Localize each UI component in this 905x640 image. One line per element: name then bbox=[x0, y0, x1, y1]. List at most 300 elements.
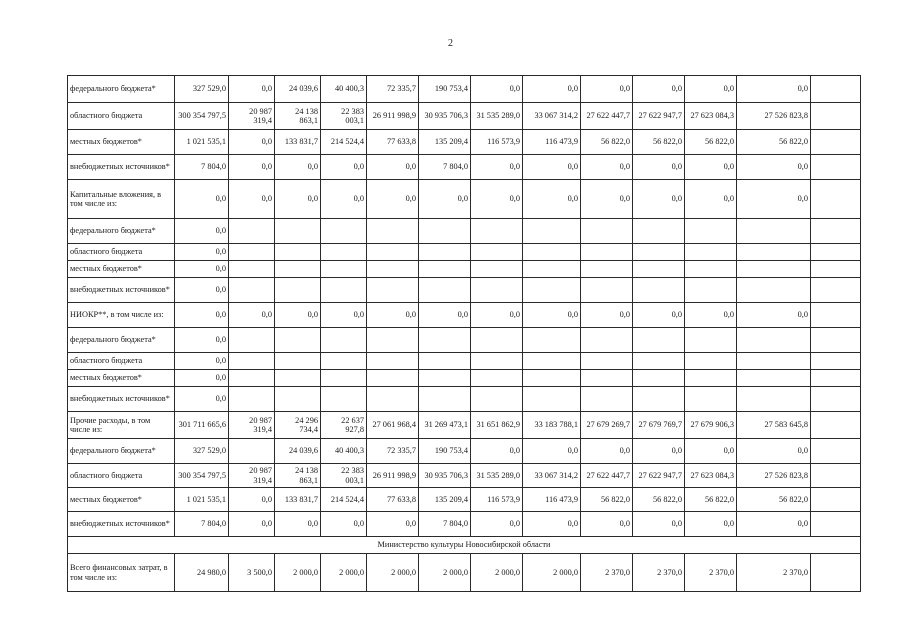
table-cell: 0,0 bbox=[685, 303, 737, 328]
row-label: Прочие расходы, в том числе из: bbox=[68, 412, 175, 439]
table-cell bbox=[811, 278, 861, 303]
table-cell: 0,0 bbox=[419, 303, 471, 328]
table-cell bbox=[471, 353, 523, 370]
table-cell: 24 980,0 bbox=[175, 554, 229, 592]
table-cell: 20 987 319,4 bbox=[229, 464, 275, 488]
row-label: внебюджетных источников* bbox=[68, 278, 175, 303]
table-cell bbox=[737, 244, 811, 261]
table-cell: 0,0 bbox=[229, 303, 275, 328]
table-cell: 0,0 bbox=[229, 512, 275, 537]
table-cell: 0,0 bbox=[229, 155, 275, 180]
table-cell bbox=[737, 278, 811, 303]
section-title: Министерство культуры Новосибирской области bbox=[68, 537, 861, 554]
table-cell bbox=[419, 244, 471, 261]
table-cell: 0,0 bbox=[367, 155, 419, 180]
table-cell: 0,0 bbox=[471, 76, 523, 103]
table-cell bbox=[471, 387, 523, 412]
table-cell bbox=[321, 261, 367, 278]
table-cell: 56 822,0 bbox=[633, 488, 685, 512]
table-cell bbox=[685, 261, 737, 278]
row-label: внебюджетных источников* bbox=[68, 512, 175, 537]
table-cell: 2 000,0 bbox=[419, 554, 471, 592]
table-cell: 0,0 bbox=[175, 278, 229, 303]
table-cell: 116 573,9 bbox=[471, 488, 523, 512]
table-cell: 0,0 bbox=[737, 439, 811, 464]
table-cell: 27 679 906,3 bbox=[685, 412, 737, 439]
table-cell bbox=[419, 278, 471, 303]
table-cell: 31 535 289,0 bbox=[471, 103, 523, 130]
table-cell bbox=[811, 244, 861, 261]
table-cell: 0,0 bbox=[367, 512, 419, 537]
table-cell bbox=[633, 387, 685, 412]
table-cell: 7 804,0 bbox=[419, 155, 471, 180]
table-cell: 3 500,0 bbox=[229, 554, 275, 592]
table-cell: 0,0 bbox=[523, 439, 581, 464]
table-cell bbox=[321, 370, 367, 387]
table-cell: 40 400,3 bbox=[321, 76, 367, 103]
table-cell bbox=[523, 370, 581, 387]
table-cell: 27 623 084,3 bbox=[685, 464, 737, 488]
table-cell: 26 911 998,9 bbox=[367, 464, 419, 488]
row-label: НИОКР**, в том числе из: bbox=[68, 303, 175, 328]
table-cell: 0,0 bbox=[471, 439, 523, 464]
table-cell: 22 383 003,1 bbox=[321, 103, 367, 130]
table-cell: 0,0 bbox=[275, 180, 321, 219]
table-cell bbox=[737, 353, 811, 370]
table-cell: 135 209,4 bbox=[419, 488, 471, 512]
row-label: местных бюджетов* bbox=[68, 261, 175, 278]
table-cell: 0,0 bbox=[275, 512, 321, 537]
table-cell: 0,0 bbox=[737, 155, 811, 180]
table-cell bbox=[523, 261, 581, 278]
table-cell: 22 383 003,1 bbox=[321, 464, 367, 488]
table-cell: 135 209,4 bbox=[419, 130, 471, 155]
row-label: местных бюджетов* bbox=[68, 130, 175, 155]
table-row bbox=[68, 370, 861, 387]
table-row bbox=[68, 554, 861, 592]
table-row bbox=[68, 439, 861, 464]
table-cell bbox=[811, 303, 861, 328]
table-row bbox=[68, 488, 861, 512]
table-cell: 300 354 797,5 bbox=[175, 103, 229, 130]
table-cell: 116 573,9 bbox=[471, 130, 523, 155]
table-cell: 2 370,0 bbox=[685, 554, 737, 592]
table-cell bbox=[523, 219, 581, 244]
table-cell: 2 000,0 bbox=[471, 554, 523, 592]
table-cell: 2 370,0 bbox=[737, 554, 811, 592]
table-cell bbox=[321, 244, 367, 261]
table-cell: 56 822,0 bbox=[737, 488, 811, 512]
table-cell: 0,0 bbox=[275, 303, 321, 328]
table-cell bbox=[811, 328, 861, 353]
table-cell: 301 711 665,6 bbox=[175, 412, 229, 439]
table-cell bbox=[523, 278, 581, 303]
table-row bbox=[68, 353, 861, 370]
table-cell bbox=[523, 387, 581, 412]
table-cell bbox=[811, 439, 861, 464]
table-cell: 0,0 bbox=[685, 512, 737, 537]
table-cell bbox=[685, 328, 737, 353]
table-cell bbox=[275, 244, 321, 261]
table-cell bbox=[811, 76, 861, 103]
table-cell: 0,0 bbox=[581, 303, 633, 328]
table-cell bbox=[811, 353, 861, 370]
table-cell bbox=[229, 278, 275, 303]
row-label: областного бюджета bbox=[68, 464, 175, 488]
table-cell: 0,0 bbox=[581, 155, 633, 180]
table-cell: 26 911 998,9 bbox=[367, 103, 419, 130]
table-cell: 0,0 bbox=[321, 155, 367, 180]
row-label: внебюджетных источников* bbox=[68, 155, 175, 180]
table-cell: 0,0 bbox=[523, 512, 581, 537]
table-cell bbox=[229, 439, 275, 464]
table-row bbox=[68, 219, 861, 244]
table-cell bbox=[811, 412, 861, 439]
table-cell bbox=[229, 328, 275, 353]
table-cell bbox=[581, 278, 633, 303]
table-cell bbox=[275, 387, 321, 412]
table-cell bbox=[581, 219, 633, 244]
table-cell: 31 651 862,9 bbox=[471, 412, 523, 439]
row-label: местных бюджетов* bbox=[68, 488, 175, 512]
table-cell bbox=[811, 464, 861, 488]
table-cell bbox=[811, 180, 861, 219]
table-cell: 56 822,0 bbox=[581, 130, 633, 155]
table-row bbox=[68, 244, 861, 261]
table-row bbox=[68, 278, 861, 303]
table-cell: 0,0 bbox=[633, 303, 685, 328]
table-cell bbox=[685, 244, 737, 261]
table-cell bbox=[737, 328, 811, 353]
table-cell bbox=[471, 261, 523, 278]
table-cell: 0,0 bbox=[633, 155, 685, 180]
table-cell: 0,0 bbox=[633, 76, 685, 103]
table-cell bbox=[471, 328, 523, 353]
row-label: Всего финансовых затрат, в том числе из: bbox=[68, 554, 175, 592]
table-cell bbox=[581, 370, 633, 387]
table-row bbox=[68, 328, 861, 353]
table-cell: 2 370,0 bbox=[581, 554, 633, 592]
table-cell: 31 269 473,1 bbox=[419, 412, 471, 439]
table-cell: 7 804,0 bbox=[175, 155, 229, 180]
table-cell bbox=[633, 244, 685, 261]
table-cell: 116 473,9 bbox=[523, 130, 581, 155]
table-cell bbox=[685, 278, 737, 303]
table-cell bbox=[471, 278, 523, 303]
table-cell: 0,0 bbox=[581, 512, 633, 537]
table-cell: 0,0 bbox=[633, 180, 685, 219]
table-cell bbox=[229, 261, 275, 278]
table-cell: 0,0 bbox=[523, 180, 581, 219]
table-cell: 20 987 319,4 bbox=[229, 103, 275, 130]
table-cell: 0,0 bbox=[367, 180, 419, 219]
table-cell bbox=[367, 278, 419, 303]
table-cell bbox=[811, 155, 861, 180]
table-cell: 24 138 863,1 bbox=[275, 103, 321, 130]
table-cell bbox=[685, 219, 737, 244]
table-cell: 0,0 bbox=[175, 328, 229, 353]
table-cell: 2 000,0 bbox=[367, 554, 419, 592]
table-cell bbox=[471, 244, 523, 261]
table-cell bbox=[367, 387, 419, 412]
table-cell: 24 296 734,4 bbox=[275, 412, 321, 439]
table-row bbox=[68, 155, 861, 180]
table-cell bbox=[229, 387, 275, 412]
table-cell: 214 524,4 bbox=[321, 488, 367, 512]
table-cell: 0,0 bbox=[633, 512, 685, 537]
table-cell bbox=[321, 328, 367, 353]
table-cell: 190 753,4 bbox=[419, 439, 471, 464]
table-cell bbox=[275, 219, 321, 244]
table-cell: 27 622 947,7 bbox=[633, 103, 685, 130]
table-cell bbox=[685, 370, 737, 387]
table-cell: 27 583 645,8 bbox=[737, 412, 811, 439]
table-cell: 190 753,4 bbox=[419, 76, 471, 103]
page-number: 2 bbox=[448, 38, 453, 49]
table-cell bbox=[321, 278, 367, 303]
table-cell: 27 526 823,8 bbox=[737, 103, 811, 130]
table-cell: 0,0 bbox=[471, 303, 523, 328]
table-cell bbox=[419, 370, 471, 387]
table-cell: 0,0 bbox=[685, 155, 737, 180]
table-cell: 7 804,0 bbox=[175, 512, 229, 537]
table-cell: 0,0 bbox=[523, 155, 581, 180]
table-cell: 33 067 314,2 bbox=[523, 464, 581, 488]
table-cell: 0,0 bbox=[737, 76, 811, 103]
table-cell: 56 822,0 bbox=[685, 488, 737, 512]
table-cell bbox=[523, 353, 581, 370]
row-label: местных бюджетов* bbox=[68, 370, 175, 387]
table-row bbox=[68, 76, 861, 103]
table-cell: 30 935 706,3 bbox=[419, 464, 471, 488]
table-cell: 33 067 314,2 bbox=[523, 103, 581, 130]
table-cell: 0,0 bbox=[175, 244, 229, 261]
table-cell: 0,0 bbox=[175, 219, 229, 244]
table-cell: 0,0 bbox=[175, 180, 229, 219]
table-cell: 77 633,8 bbox=[367, 130, 419, 155]
table-cell: 0,0 bbox=[175, 370, 229, 387]
table-cell: 0,0 bbox=[229, 180, 275, 219]
table-cell: 2 370,0 bbox=[633, 554, 685, 592]
table-cell bbox=[581, 328, 633, 353]
table-cell bbox=[737, 370, 811, 387]
row-label: федерального бюджета* bbox=[68, 76, 175, 103]
table-cell: 0,0 bbox=[685, 180, 737, 219]
table-cell: 56 822,0 bbox=[581, 488, 633, 512]
table-cell bbox=[811, 130, 861, 155]
table-cell bbox=[471, 370, 523, 387]
table-cell bbox=[419, 387, 471, 412]
table-cell: 0,0 bbox=[737, 512, 811, 537]
row-label: областного бюджета bbox=[68, 103, 175, 130]
table-cell: 133 831,7 bbox=[275, 488, 321, 512]
table-cell: 0,0 bbox=[523, 76, 581, 103]
table-cell: 27 622 447,7 bbox=[581, 464, 633, 488]
table-cell bbox=[229, 244, 275, 261]
table-cell: 0,0 bbox=[523, 303, 581, 328]
table-cell: 0,0 bbox=[229, 130, 275, 155]
table-cell: 0,0 bbox=[737, 303, 811, 328]
row-label: областного бюджета bbox=[68, 353, 175, 370]
table-cell: 0,0 bbox=[581, 76, 633, 103]
table-cell: 22 637 927,8 bbox=[321, 412, 367, 439]
row-label: внебюджетных источников* bbox=[68, 387, 175, 412]
table-cell: 56 822,0 bbox=[633, 130, 685, 155]
table-row bbox=[68, 261, 861, 278]
table-cell: 72 335,7 bbox=[367, 76, 419, 103]
table-cell: 300 354 797,5 bbox=[175, 464, 229, 488]
budget-table bbox=[67, 75, 861, 592]
table-cell bbox=[633, 261, 685, 278]
table-cell bbox=[685, 353, 737, 370]
table-cell: 27 061 968,4 bbox=[367, 412, 419, 439]
table-cell bbox=[523, 328, 581, 353]
table-cell bbox=[367, 353, 419, 370]
table-cell bbox=[811, 219, 861, 244]
table-cell: 0,0 bbox=[229, 488, 275, 512]
table-cell bbox=[811, 488, 861, 512]
table-cell bbox=[633, 353, 685, 370]
table-cell bbox=[367, 219, 419, 244]
table-cell: 0,0 bbox=[685, 76, 737, 103]
table-cell bbox=[229, 370, 275, 387]
table-cell: 0,0 bbox=[321, 180, 367, 219]
table-cell: 0,0 bbox=[419, 180, 471, 219]
table-row bbox=[68, 303, 861, 328]
table-cell: 0,0 bbox=[175, 353, 229, 370]
table-cell bbox=[367, 328, 419, 353]
table-cell: 72 335,7 bbox=[367, 439, 419, 464]
row-label: областного бюджета bbox=[68, 244, 175, 261]
table-row bbox=[68, 180, 861, 219]
table-cell bbox=[275, 328, 321, 353]
table-cell: 40 400,3 bbox=[321, 439, 367, 464]
table-cell bbox=[633, 278, 685, 303]
table-cell: 0,0 bbox=[633, 439, 685, 464]
table-cell: 2 000,0 bbox=[523, 554, 581, 592]
table-cell: 1 021 535,1 bbox=[175, 130, 229, 155]
table-row bbox=[68, 103, 861, 130]
table-cell bbox=[811, 554, 861, 592]
table-cell: 214 524,4 bbox=[321, 130, 367, 155]
table-cell bbox=[419, 328, 471, 353]
table-cell: 2 000,0 bbox=[321, 554, 367, 592]
table-row bbox=[68, 412, 861, 439]
table-cell bbox=[367, 370, 419, 387]
table-cell bbox=[275, 370, 321, 387]
table-cell: 7 804,0 bbox=[419, 512, 471, 537]
table-cell bbox=[367, 244, 419, 261]
table-cell bbox=[581, 244, 633, 261]
table-cell: 0,0 bbox=[175, 261, 229, 278]
table-cell: 0,0 bbox=[471, 512, 523, 537]
table-cell: 0,0 bbox=[275, 155, 321, 180]
table-cell bbox=[419, 261, 471, 278]
table-cell bbox=[581, 353, 633, 370]
table-cell: 0,0 bbox=[229, 76, 275, 103]
table-cell: 0,0 bbox=[175, 387, 229, 412]
table-cell: 20 987 319,4 bbox=[229, 412, 275, 439]
table-cell bbox=[811, 103, 861, 130]
table-cell: 133 831,7 bbox=[275, 130, 321, 155]
table-cell: 56 822,0 bbox=[737, 130, 811, 155]
table-cell bbox=[275, 261, 321, 278]
table-cell: 24 039,6 bbox=[275, 439, 321, 464]
table-cell bbox=[419, 353, 471, 370]
table-cell: 116 473,9 bbox=[523, 488, 581, 512]
table-cell: 0,0 bbox=[175, 303, 229, 328]
table-cell bbox=[275, 353, 321, 370]
table-cell bbox=[811, 370, 861, 387]
table-row bbox=[68, 387, 861, 412]
table-cell bbox=[523, 244, 581, 261]
table-cell bbox=[633, 370, 685, 387]
row-label: федерального бюджета* bbox=[68, 219, 175, 244]
table-cell bbox=[685, 387, 737, 412]
table-cell bbox=[581, 387, 633, 412]
table-cell bbox=[321, 353, 367, 370]
table-cell bbox=[811, 512, 861, 537]
table-cell: 27 622 447,7 bbox=[581, 103, 633, 130]
row-label: федерального бюджета* bbox=[68, 439, 175, 464]
table-cell: 31 535 289,0 bbox=[471, 464, 523, 488]
table-cell: 0,0 bbox=[471, 180, 523, 219]
table-cell: 24 138 863,1 bbox=[275, 464, 321, 488]
table-cell bbox=[737, 387, 811, 412]
table-cell bbox=[581, 261, 633, 278]
table-cell: 327 529,0 bbox=[175, 76, 229, 103]
table-cell: 27 679 769,7 bbox=[633, 412, 685, 439]
table-cell: 0,0 bbox=[321, 512, 367, 537]
section-header-row bbox=[68, 537, 861, 554]
table-cell: 327 529,0 bbox=[175, 439, 229, 464]
table-cell: 2 000,0 bbox=[275, 554, 321, 592]
table-cell bbox=[419, 219, 471, 244]
table-cell: 27 679 269,7 bbox=[581, 412, 633, 439]
table-cell: 0,0 bbox=[471, 155, 523, 180]
table-cell: 1 021 535,1 bbox=[175, 488, 229, 512]
table-cell: 0,0 bbox=[581, 180, 633, 219]
table-cell bbox=[737, 261, 811, 278]
table-cell: 77 633,8 bbox=[367, 488, 419, 512]
table-cell: 27 526 823,8 bbox=[737, 464, 811, 488]
table-cell bbox=[321, 387, 367, 412]
table-cell: 0,0 bbox=[737, 180, 811, 219]
table-cell bbox=[633, 219, 685, 244]
table-cell: 24 039,6 bbox=[275, 76, 321, 103]
table-cell: 30 935 706,3 bbox=[419, 103, 471, 130]
table-cell bbox=[367, 261, 419, 278]
table-cell bbox=[229, 219, 275, 244]
table-cell bbox=[811, 261, 861, 278]
table-row bbox=[68, 130, 861, 155]
table-row bbox=[68, 512, 861, 537]
row-label: федерального бюджета* bbox=[68, 328, 175, 353]
table-cell: 56 822,0 bbox=[685, 130, 737, 155]
row-label: Капитальные вложения, в том числе из: bbox=[68, 180, 175, 219]
table-cell bbox=[633, 328, 685, 353]
table-cell: 33 183 788,1 bbox=[523, 412, 581, 439]
table-cell bbox=[275, 278, 321, 303]
table-cell: 27 623 084,3 bbox=[685, 103, 737, 130]
table-cell bbox=[737, 219, 811, 244]
table-cell: 27 622 947,7 bbox=[633, 464, 685, 488]
table-cell bbox=[811, 387, 861, 412]
table-cell bbox=[229, 353, 275, 370]
table-row bbox=[68, 464, 861, 488]
table-cell: 0,0 bbox=[581, 439, 633, 464]
table-cell bbox=[471, 219, 523, 244]
